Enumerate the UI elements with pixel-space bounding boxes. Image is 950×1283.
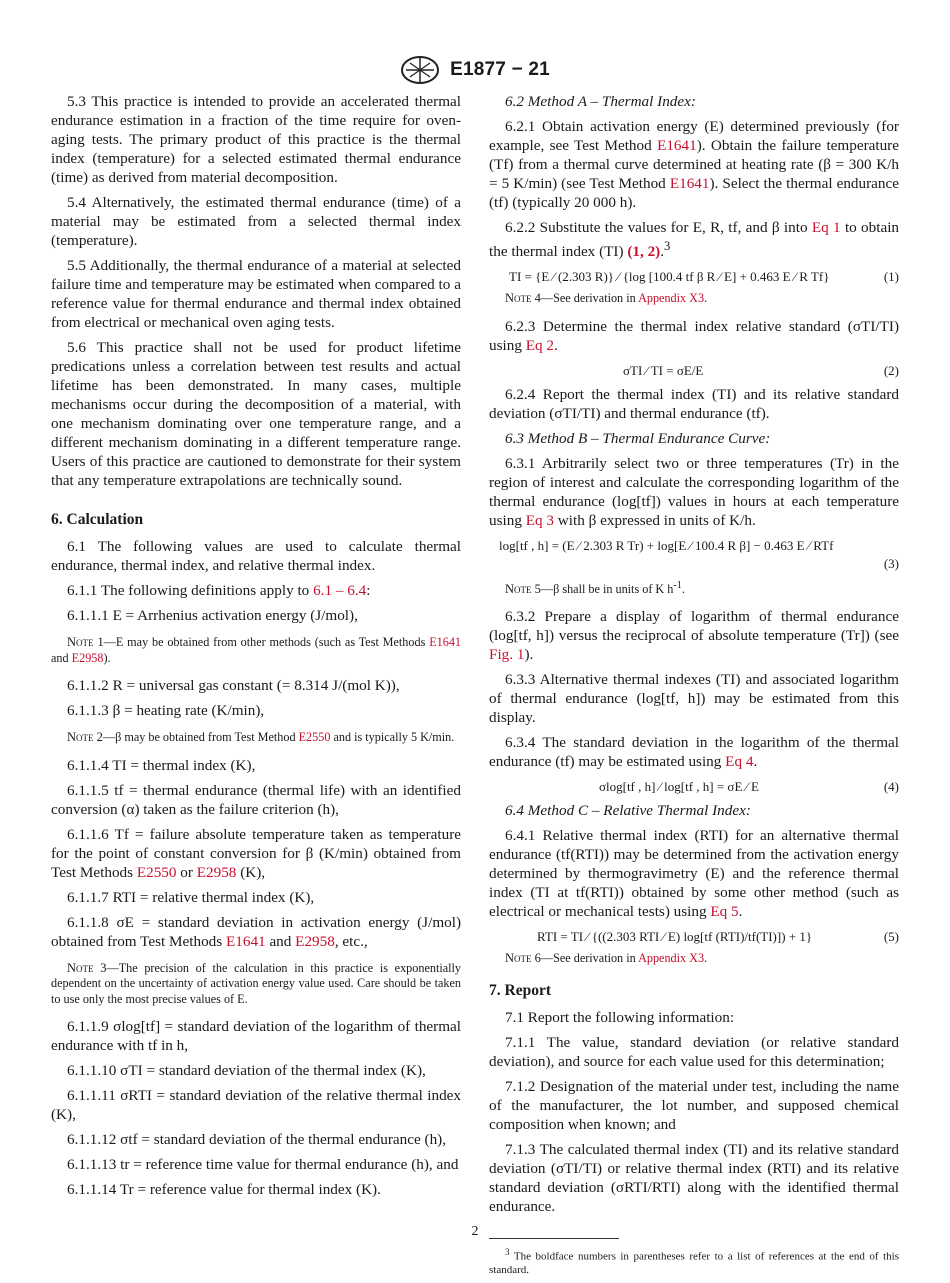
link-eq4[interactable]: Eq 4 (725, 753, 754, 771)
link-eq2[interactable]: Eq 2 (525, 336, 554, 354)
footnote-3: $^3$ The boldface numbers in parentheses refer to a list of references at the end of this standard. (489, 1246, 899, 1277)
link-e2958-c[interactable]: E2958 (295, 932, 335, 950)
page-number: 2 (471, 1224, 479, 1239)
para-6-1-1-4: 6.1.1.4 TI = thermal index (K), (67, 756, 256, 774)
standard-code: E1877 − 21 (450, 59, 550, 80)
para-6-1-1-14: 6.1.1.14 Tr = reference value for thermal index (K). (67, 1181, 381, 1198)
para-6-2-3: 6.2.3 Determine the thermal index relative standard (σTI/TI) using Eq 2. (489, 317, 899, 354)
para-7-1-2: 7.1.2 Designation of the material under test, including the name of the manufacturer, the lot number, and supposed chemical composition when known; and (489, 1077, 899, 1133)
para-6-1-1-9: 6.1.1.9 σlog[tf] = standard deviation of the logarithm of thermal endurance with tf in h, (51, 1018, 461, 1054)
link-eq3[interactable]: Eq 3 (525, 511, 554, 529)
link-e1641[interactable]: E1641 (429, 635, 462, 649)
para-6-4: 6.4 Method C – Relative Thermal Index: (505, 802, 751, 820)
left-column (51, 92, 461, 1205)
footnote-ref-3[interactable]: 3 (664, 239, 671, 253)
link-fig1[interactable]: Fig. 1 (489, 646, 525, 664)
para-6-1-1-11: 6.1.1.11 σRTI = standard deviation of the relative thermal index (K), (51, 1087, 461, 1123)
link-eq5[interactable]: Eq 5 (710, 903, 739, 921)
note-1: Note 1—E may be obtained from other methods (such as Test Methods E1641 and E2958). (51, 635, 462, 665)
link-e1641-d[interactable]: E1641 (669, 175, 710, 192)
para-6-1-1-8: 6.1.1.8 σE = standard deviation in activation energy (J/mol) obtained from Test Methods E1641 and E2958, etc., (51, 913, 461, 950)
note-4: Note 4—See derivation in Appendix X3. (505, 291, 708, 306)
link-6-1-6-4[interactable]: 6.1 – 6.4 (313, 582, 367, 599)
para-6-3: 6.3 Method B – Thermal Endurance Curve: (505, 429, 771, 447)
para-6-1-1-1: 6.1.1.1 E = Arrhenius activation energy (J/mol), (67, 607, 358, 624)
link-e2550-b[interactable]: E2550 (136, 863, 177, 881)
para-7-1-3: 7.1.3 The calculated thermal index (TI) and its relative standard deviation (σTI/TI) or relative thermal index (RTI) and its relative standard deviation (σRTI/RTI) along with the identified thermal endurance. (489, 1140, 899, 1215)
equation-5: RTI = TI ⁄ {((2.303 RTI ⁄ E) log[tf (RTI)/tf(TI)]) + 1} (5) (537, 929, 899, 945)
equation-4: σlog[tf , h] ⁄ log[tf , h] = σE ⁄ E (4) (599, 779, 899, 795)
section-6-heading: 6. Calculation (51, 511, 144, 528)
astm-logo-icon (400, 55, 440, 85)
equation-1: TI = {E ⁄ (2.303 R)} ⁄ {log [100.4 tf β R ⁄ E] + 0.463 E ⁄ R Tf} (1) (509, 269, 899, 285)
note-5: Note 5—β shall be in units of K $h^{-1}$. (505, 579, 685, 596)
para-6-1-1: 6.1.1 The following definitions apply to 6.1 – 6.4: (67, 582, 371, 599)
ref-1-2[interactable]: (1, 2) (627, 243, 661, 261)
para-6-2-4: 6.2.4 Report the thermal index (TI) and its relative standard deviation (σTI/TI) and thermal endurance (tf). (489, 385, 899, 422)
section-7-heading: 7. Report (489, 981, 551, 999)
para-6-1-1-10: 6.1.1.10 σTI = standard deviation of the thermal index (K), (67, 1062, 426, 1079)
note-2: Note 2—β may be obtained from Test Method E2550 and is typically 5 K/min. (67, 730, 455, 744)
para-6-4-1: 6.4.1 Relative thermal index (RTI) for an alternative thermal endurance (tf(RTI)) may be determined from the activation energy determined by thermogravimetry (E) and the reference thermal index (TI at tf(RTI)) obtained by some other method (such as electrical or mechanical tests) using Eq 5. (489, 827, 899, 921)
para-7-1-1: 7.1.1 The value, standard deviation (or relative standard deviation), and source for each value used for this determination; (489, 1033, 899, 1070)
note-3: Note 3—The precision of the calculation in this practice is exponentially dependent on the uncertainty of activation energy value used. Care should be taken to use only the most precise values of E. (51, 960, 461, 1006)
link-e2958-b[interactable]: E2958 (196, 863, 237, 881)
right-column (489, 92, 899, 1283)
page-header (0, 55, 950, 85)
para-6-1-1-2: 6.1.1.2 R = universal gas constant (= 8.314 J/(mol K)), (67, 677, 400, 694)
para-6-1: 6.1 The following values are used to calculate thermal endurance, thermal index, and relative thermal index. (51, 538, 461, 574)
link-eq1[interactable]: Eq 1 (811, 219, 841, 236)
link-e2958[interactable]: E2958 (71, 650, 104, 665)
para-6-2-1: 6.2.1 Obtain activation energy (E) determined previously (for example, see Test Method E1641). Obtain the failure temperature (Tf) from a thermal curve determined at heating rate (β = 300 K/h = 5 K/min) (see Test Method E1641). Select the thermal endurance (tf) (typically 20 000 h). (489, 118, 899, 211)
para-6-1-1-6: 6.1.1.6 Tf = failure absolute temperature taken as temperature for the point of constant conversion for β (K/min) obtained from Test Methods E2550 or E2958 (K), (51, 825, 461, 881)
para-6-2-2: 6.2.2 Substitute the values for E, R, tf, and β into Eq 1 to obtain the thermal index (TI) (1, 2).$^3$ (489, 219, 900, 261)
equation-2: σTI ⁄ TI = σE/E (2) (623, 362, 899, 378)
para-6-3-2: 6.3.2 Prepare a display of logarithm of thermal endurance (log[tf, h]) versus the reciprocal of absolute temperature (Tr]) (see Fig. 1). (489, 608, 899, 664)
para-6-3-3: 6.3.3 Alternative thermal indexes (TI) and associated logarithm of thermal endurance (log[tf, h]) may be estimated from this display. (489, 671, 899, 727)
para-7-1: 7.1 Report the following information: (505, 1008, 735, 1026)
link-appendix-x3-b[interactable]: Appendix X3 (638, 951, 705, 966)
para-5-6: 5.6 This practice shall not be used for product lifetime predications unless a correlation between test results and actual lifetime has been demonstrated. In many cases, multiple mechanisms occur during the decomposition of a material, with one mechanism dominating over one temperature range, and a different mechanism dominating in a different temperature range. Users of this practice are cautioned to demonstrate for their system that any temperature extrapolations are technically sound. (51, 339, 461, 489)
para-5-3: 5.3 This practice is intended to provide an accelerated thermal endurance estimation in a fraction of the time require for oven-aging tests. The primary product of this practice is the thermal index (temperature) for a selected estimated thermal endurance (time) as derived from material decomposition. (51, 93, 461, 186)
link-e1641-c[interactable]: E1641 (657, 137, 697, 154)
para-5-5: 5.5 Additionally, the thermal endurance of a material at selected failure time and temperature may be estimated when compared to a reference value for thermal endurance and thermal index obtained from electrical or mechanical oven aging tests. (51, 257, 461, 331)
para-6-2: 6.2 Method A – Thermal Index: (505, 93, 696, 110)
para-6-1-1-13: 6.1.1.13 tr = reference time value for thermal endurance (h), and (67, 1156, 459, 1173)
link-appendix-x3[interactable]: Appendix X3 (638, 291, 705, 306)
link-e1641-b[interactable]: E1641 (225, 932, 266, 950)
para-6-3-1: 6.3.1 Arbitrarily select two or three temperatures (Tr) in the region of interest and calculate the corresponding logarithm of the thermal endurance (log[tf]) values in hours at each temperature using Eq 3 with β expressed in units of K/h. (489, 454, 899, 529)
para-6-1-1-3: 6.1.1.3 β = heating rate (K/min), (67, 702, 265, 719)
para-6-1-1-7: 6.1.1.7 RTI = relative thermal index (K), (67, 888, 315, 906)
para-6-3-4: 6.3.4 The standard deviation in the logarithm of the thermal endurance (tf) may be estimated using Eq 4. (489, 734, 899, 771)
para-6-1-1-12: 6.1.1.12 σtf = standard deviation of the thermal endurance (h), (67, 1131, 447, 1148)
para-5-4: 5.4 Alternatively, the estimated thermal endurance (time) of a material may be estimated from a selected thermal index (temperature). (51, 194, 461, 249)
para-6-1-1-5: 6.1.1.5 tf = thermal endurance (thermal life) with an identified conversion (α) taken as the failure criterion (h), (51, 781, 461, 818)
link-e2550[interactable]: E2550 (298, 730, 331, 744)
equation-3: log[tf , h] = (E ⁄ 2.303 R Tr) + log[E ⁄ 100.4 R β] − 0.463 E ⁄ RTf (3) (499, 537, 899, 571)
note-6: Note 6—See derivation in Appendix X3. (505, 951, 708, 966)
